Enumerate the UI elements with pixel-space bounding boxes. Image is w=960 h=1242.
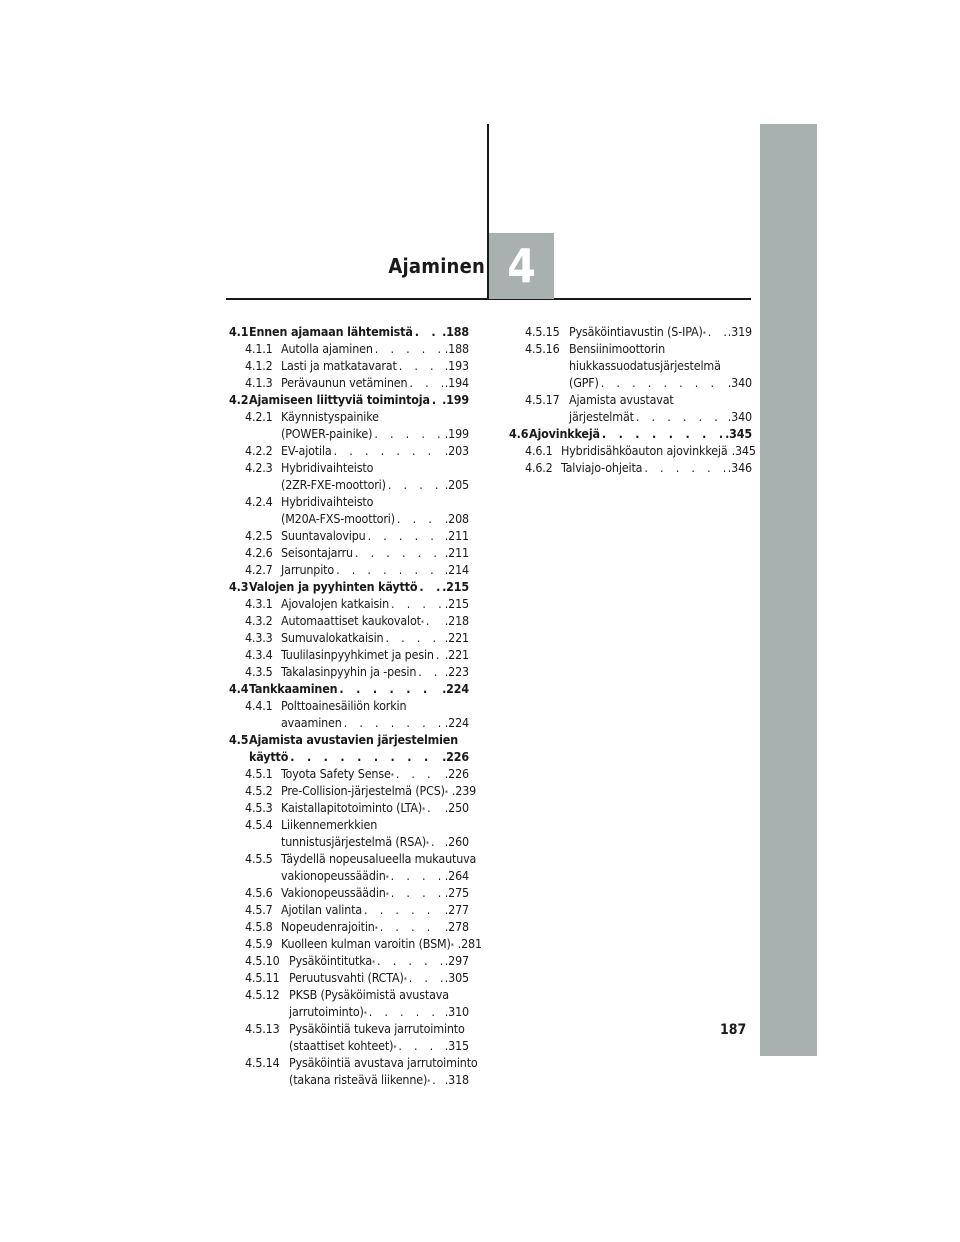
toc-entry-title: Hybridivaihteisto: [281, 494, 374, 509]
dot-leader: [396, 765, 443, 782]
toc-page-ref: .223: [444, 664, 469, 679]
toc-entry-title: Täydellä nopeusalueella mukautuva: [281, 851, 477, 866]
toc-page-ref: .315: [444, 1038, 469, 1053]
toc-entry-title: Toyota Safety Sense: [281, 766, 391, 781]
dot-leader: [369, 1003, 443, 1020]
toc-page-ref: .203: [444, 443, 469, 458]
toc-subsection[interactable]: 4.3.2 Automaattiset kaukovalot * . . . .218: [229, 612, 469, 629]
page-number: 187: [720, 1022, 747, 1038]
toc-page-ref: .305: [444, 970, 469, 985]
toc-entry-title: EV-ajotila: [281, 443, 332, 458]
toc-subsection[interactable]: [229, 544, 469, 561]
toc-entry-number: 4.5.5: [245, 851, 273, 866]
toc-entry-number: 4.2.2: [245, 443, 273, 458]
toc-section[interactable]: [229, 680, 469, 697]
chapter-side-tab: [760, 124, 817, 1056]
toc-subsection[interactable]: 4.5.12 PKSB (Pysäköimistä avustava jarrutoiminto) * . . . .310: [229, 986, 469, 1020]
toc-entry-title-cont: vakionopeussäädin: [281, 868, 386, 883]
toc-subsection[interactable]: 4.5.13 Pysäköintiä tukeva jarrutoiminto (staattiset kohteet) * . . . .315: [229, 1020, 469, 1054]
toc-page-ref: .188: [442, 324, 469, 339]
toc-page-ref: .318: [444, 1072, 469, 1087]
toc-entry-number: 4.2.1: [245, 409, 273, 424]
toc-page-ref: .199: [444, 426, 469, 441]
toc-entry-title: Hybridisähköauton ajovinkkejä: [561, 443, 728, 458]
toc-subsection[interactable]: [509, 340, 752, 391]
toc-subsection[interactable]: [229, 357, 469, 374]
toc-page-ref: .281: [457, 936, 482, 951]
toc-subsection[interactable]: [229, 901, 469, 918]
toc-entry-title-cont: (M20A-FXS-moottori): [281, 511, 395, 526]
toc-entry-number: 4.5.11: [245, 970, 280, 985]
toc-entry-number: 4.6.2: [525, 460, 553, 475]
toc-page-ref: .275: [444, 885, 469, 900]
toc-page-ref: .278: [444, 919, 469, 934]
toc-entry-title: Käynnistyspainike: [281, 409, 379, 424]
toc-page-ref: .250: [444, 800, 469, 815]
toc-page-ref: .310: [444, 1004, 469, 1019]
toc-entry-title: Peruutusvahti (RCTA): [289, 970, 404, 985]
toc-entry-title-cont: hiukkassuodatusjärjestelmä: [569, 358, 721, 373]
dot-leader: [336, 561, 443, 578]
toc-subsection[interactable]: 4.5.15 Pysäköintiavustin (S-IPA) * . . . .319: [509, 323, 752, 340]
toc-page-ref: .215: [444, 596, 469, 611]
toc-entry-number: 4.3.2: [245, 613, 273, 628]
toc-page-ref: .215: [442, 579, 469, 594]
dot-leader: [388, 476, 443, 493]
toc-page-ref: .345: [725, 426, 752, 441]
toc-entry-title-cont: käyttö: [249, 749, 289, 764]
toc-subsection[interactable]: [229, 697, 469, 731]
toc-entry-number: 4.5.13: [245, 1021, 280, 1036]
dot-leader: [644, 459, 725, 476]
toc-subsection[interactable]: [229, 374, 469, 391]
toc-entry-number: 4.4: [229, 681, 249, 696]
toc-subsection[interactable]: [229, 493, 469, 527]
toc-entry-title: Autolla ajaminen: [281, 341, 373, 356]
toc-page-ref: .260: [444, 834, 469, 849]
dot-leader: [391, 867, 443, 884]
toc-entry-title: Ajamista avustavat: [569, 392, 674, 407]
toc-page-ref: .340: [727, 375, 752, 390]
dot-leader: [391, 595, 443, 612]
dot-leader: [636, 408, 726, 425]
dot-leader: [385, 629, 442, 646]
toc-entry-number: 4.3.1: [245, 596, 273, 611]
toc-entry-number: 4.5.12: [245, 987, 280, 1002]
toc-column-left: [229, 323, 482, 1088]
toc-subsection[interactable]: [509, 442, 756, 459]
toc-entry-title: Ajotilan valinta: [281, 902, 363, 917]
toc-entry-number: 4.5.8: [245, 919, 273, 934]
toc-subsection[interactable]: 4.5.1 Toyota Safety Sense * . . . .226: [229, 765, 469, 782]
toc-entry-title: Vakionopeussäädin: [281, 885, 386, 900]
toc-entry-title: Kaistallapitotoiminto (LTA): [281, 800, 423, 815]
toc-subsection[interactable]: 4.5.11 Peruutusvahti (RCTA) * . . . .305: [229, 969, 469, 986]
dot-leader: [432, 391, 440, 408]
toc-entry-number: 4.5.1: [245, 766, 273, 781]
toc-entry-title: Automaattiset kaukovalot: [281, 613, 421, 628]
toc-entry-title-cont: (takana risteävä liikenne): [289, 1072, 428, 1087]
toc-page-ref: .208: [444, 511, 469, 526]
toc-subsection[interactable]: [229, 340, 469, 357]
toc-entry-number: 4.2.7: [245, 562, 273, 577]
toc-section[interactable]: [229, 323, 469, 340]
toc-entry-title: Pysäköintiä avustava jarrutoiminto: [289, 1055, 478, 1070]
toc-entry-title: Jarrunpito: [281, 562, 335, 577]
toc-entry-number: 4.5.3: [245, 800, 273, 815]
toc-entry-number: 4.1: [229, 324, 249, 339]
dot-leader: [409, 969, 443, 986]
toc-page-ref: .199: [442, 392, 469, 407]
toc-section[interactable]: [509, 425, 752, 442]
toc-entry-number: 4.1.1: [245, 341, 273, 356]
toc-subsection[interactable]: [229, 646, 469, 663]
toc-entry-title: Perävaunun vetäminen: [281, 375, 408, 390]
toc-entry-title: Ajovinkkejä: [529, 426, 600, 441]
toc-entry-title: Pysäköintiä tukeva jarrutoiminto: [289, 1021, 465, 1036]
dot-leader: [708, 323, 726, 340]
toc-entry-title: Pysäköintitutka: [289, 953, 373, 968]
toc-entry-number: 4.5: [229, 732, 249, 747]
toc-entry-title: Suuntavalovipu: [281, 528, 366, 543]
toc-entry-title-cont: (2ZR-FXE-moottori): [281, 477, 386, 492]
toc-entry-number: 4.3.3: [245, 630, 273, 645]
dot-leader: [415, 323, 440, 340]
toc-section[interactable]: [229, 391, 469, 408]
toc-entry-number: 4.5.9: [245, 936, 273, 951]
toc-entry-title: Liikennemerkkien: [281, 817, 378, 832]
toc-subsection[interactable]: 4.5.4 Liikennemerkkien tunnistusjärjestelmä (RSA) * . . . .260: [229, 816, 469, 850]
toc-entry-number: 4.5.7: [245, 902, 273, 917]
dot-leader: [377, 952, 443, 969]
dot-leader: [334, 442, 443, 459]
toc-entry-title-cont: (POWER-painike): [281, 426, 373, 441]
toc-entry-number: 4.2.6: [245, 545, 273, 560]
toc-subsection[interactable]: [509, 391, 752, 425]
toc-subsection[interactable]: 4.5.3 Kaistallapitotoiminto (LTA) * . . . .250: [229, 799, 469, 816]
toc-page-ref: .224: [442, 681, 469, 696]
toc-section[interactable]: [229, 731, 469, 765]
toc-entry-number: 4.5.4: [245, 817, 273, 832]
dot-leader: [374, 425, 442, 442]
toc-page-ref: .211: [444, 545, 469, 560]
dot-leader: [418, 663, 443, 680]
toc-page-ref: .194: [444, 375, 469, 390]
toc-page-ref: .218: [444, 613, 469, 628]
dot-leader: [344, 714, 443, 731]
toc-entry-title: Ajamiseen liittyviä toimintoja: [249, 392, 430, 407]
toc-subsection[interactable]: 4.5.10 Pysäköintitutka * . . . .297: [229, 952, 469, 969]
toc-page-ref: .214: [444, 562, 469, 577]
toc-entry-number: 4.5.14: [245, 1055, 280, 1070]
toc-entry-title-cont: (staattiset kohteet): [289, 1038, 394, 1053]
toc-entry-number: 4.2.5: [245, 528, 273, 543]
toc-subsection[interactable]: 4.5.9 Kuolleen kulman varoitin (BSM) * .281: [245, 936, 482, 951]
toc-entry-number: 4.5.15: [525, 324, 560, 339]
toc-entry-number: 4.1.2: [245, 358, 273, 373]
toc-page-ref: .205: [444, 477, 469, 492]
toc-entry-title: Pre-Collision-järjestelmä (PCS): [281, 783, 445, 798]
dot-leader: [339, 680, 440, 697]
dot-leader: [432, 1071, 443, 1088]
toc-entry-number: 4.1.3: [245, 375, 273, 390]
toc-page-ref: .345: [731, 443, 756, 458]
toc-entry-title: Sumuvalokatkaisin: [281, 630, 384, 645]
toc-subsection[interactable]: 4.5.2 Pre-Collision-järjestelmä (PCS) * .239: [245, 783, 477, 798]
dot-leader: [364, 901, 443, 918]
toc-entry-title: Bensiinimoottorin: [569, 341, 665, 356]
toc-entry-number: 4.2.3: [245, 460, 273, 475]
dot-leader: [355, 544, 443, 561]
toc-entry-title: PKSB (Pysäköimistä avustava: [289, 987, 449, 1002]
toc-entry-number: 4.5.17: [525, 392, 560, 407]
toc-entry-title: Pysäköintiavustin (S-IPA): [569, 324, 703, 339]
dot-leader: [426, 612, 443, 629]
toc-entry-number: 4.3: [229, 579, 249, 594]
toc-entry-title: Talviajo-ohjeita: [561, 460, 643, 475]
toc-entry-number: 4.5.10: [245, 953, 280, 968]
toc-page-ref: .224: [444, 715, 469, 730]
toc-entry-number: 4.2: [229, 392, 249, 407]
toc-subsection[interactable]: [229, 408, 469, 442]
toc-entry-number: 4.5.2: [245, 783, 273, 798]
toc-entry-title-cont: tunnistusjärjestelmä (RSA): [281, 834, 427, 849]
toc-subsection[interactable]: [229, 595, 469, 612]
toc-subsection[interactable]: 4.5.6 Vakionopeussäädin * . . . .275: [229, 884, 469, 901]
toc-page-ref: .277: [444, 902, 469, 917]
toc-entry-number: 4.3.4: [245, 647, 273, 662]
dot-leader: [290, 748, 440, 765]
toc-subsection[interactable]: [229, 629, 469, 646]
toc-entry-title: Seisontajarru: [281, 545, 353, 560]
toc-entry-title-cont: avaaminen: [281, 715, 342, 730]
dot-leader: [397, 510, 443, 527]
toc-subsection[interactable]: [229, 442, 469, 459]
toc-page-ref: .239: [451, 783, 477, 798]
toc-page-ref: .319: [727, 324, 752, 339]
chapter-number-box: 4: [489, 233, 554, 299]
dot-leader: [602, 425, 723, 442]
toc-entry-title-cont: jarrutoiminto): [289, 1004, 364, 1019]
toc-entry-title: Hybridivaihteisto: [281, 460, 374, 475]
dot-leader: [375, 340, 443, 357]
toc-entry-number: 4.3.5: [245, 664, 273, 679]
dot-leader: [436, 646, 443, 663]
toc-page-ref: .340: [727, 409, 752, 424]
toc-entry-title: Tuulilasinpyyhkimet ja pesin: [281, 647, 434, 662]
toc-subsection[interactable]: [229, 663, 469, 680]
toc-page-ref: .193: [444, 358, 469, 373]
toc-page-ref: .346: [727, 460, 752, 475]
toc-entry-title-cont: (GPF): [569, 375, 599, 390]
toc-page-ref: .226: [442, 749, 469, 764]
toc-page-ref: .264: [444, 868, 469, 883]
toc-entry-number: 4.5.16: [525, 341, 560, 356]
toc-entry-title: Ajovalojen katkaisin: [281, 596, 390, 611]
toc-entry-title: Ajamista avustavien järjestelmien: [249, 732, 458, 747]
dot-leader: [368, 527, 443, 544]
toc-subsection[interactable]: [509, 459, 752, 476]
toc-entry-number: 4.5.6: [245, 885, 273, 900]
toc-page-ref: .211: [444, 528, 469, 543]
dot-leader: [419, 578, 440, 595]
dot-leader: [380, 918, 443, 935]
dot-leader: [391, 884, 443, 901]
toc-page-ref: .221: [444, 647, 469, 662]
toc-subsection[interactable]: [229, 459, 469, 493]
chapter-title: Ajaminen: [388, 254, 485, 278]
toc-subsection[interactable]: 4.5.14 Pysäköintiä avustava jarrutoiminto (takana risteävä liikenne) * . . . .318: [229, 1054, 469, 1088]
toc-entry-title: Ennen ajamaan lähtemistä: [249, 324, 413, 339]
toc-entry-title: Kuolleen kulman varoitin (BSM): [281, 936, 451, 951]
toc-entry-title: Tankkaaminen: [249, 681, 338, 696]
dot-leader: [409, 374, 442, 391]
toc-page-ref: .226: [444, 766, 469, 781]
toc-entry-title: Lasti ja matkatavarat: [281, 358, 397, 373]
toc-entry-title: Valojen ja pyyhinten käyttö: [249, 579, 418, 594]
toc-entry-title: Takalasinpyyhin ja -pesin: [281, 664, 417, 679]
toc-entry-number: 4.2.4: [245, 494, 273, 509]
dot-leader: [431, 833, 443, 850]
toc-subsection[interactable]: 4.5.5 Täydellä nopeusalueella mukautuva vakionopeussäädin * . . . .264: [229, 850, 469, 884]
toc-entry-title: Nopeudenrajoitin: [281, 919, 375, 934]
dot-leader: [427, 799, 443, 816]
toc-subsection[interactable]: [229, 527, 469, 544]
toc-page-ref: .188: [444, 341, 469, 356]
toc-subsection[interactable]: [229, 561, 469, 578]
toc-entry-title-cont: järjestelmät: [569, 409, 634, 424]
toc-page-ref: .221: [444, 630, 469, 645]
toc-page-ref: .297: [444, 953, 469, 968]
toc-entry-number: 4.6: [509, 426, 529, 441]
toc-column-right: [509, 323, 756, 476]
dot-leader: [601, 374, 726, 391]
toc-entry-number: 4.6.1: [525, 443, 553, 458]
toc-subsection[interactable]: 4.5.8 Nopeudenrajoitin * . . . .278: [229, 918, 469, 935]
toc-entry-title: Polttoainesäiliön korkin: [281, 698, 407, 713]
dot-leader: [399, 357, 443, 374]
toc-entry-number: 4.4.1: [245, 698, 273, 713]
toc-section[interactable]: [229, 578, 469, 595]
dot-leader: [398, 1037, 442, 1054]
